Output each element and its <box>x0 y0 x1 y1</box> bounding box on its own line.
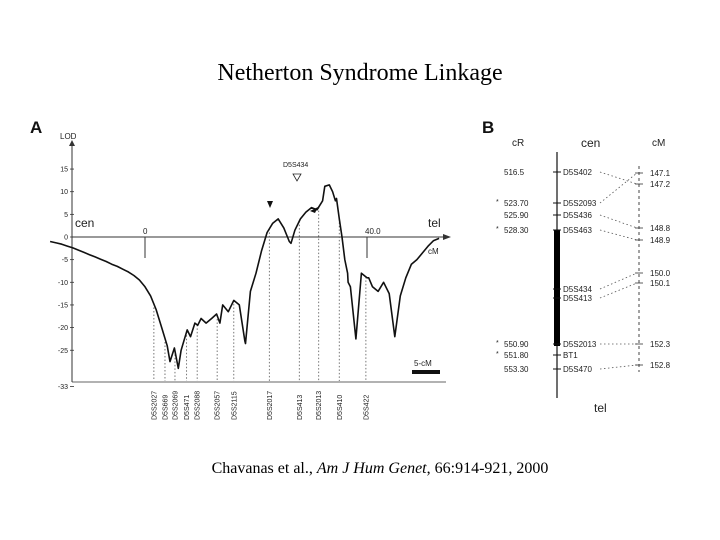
panel-b-letter: B <box>482 118 495 137</box>
lod-axis-label: LOD <box>60 132 77 141</box>
lod-y-tick-label: 15 <box>60 166 68 174</box>
cm-axis-mark-label: 0 <box>143 227 148 236</box>
cm-value: 150.1 <box>650 279 671 288</box>
lod-x-axis-arrow <box>443 234 451 240</box>
map-rows <box>496 168 597 374</box>
cm-connector <box>600 230 637 240</box>
map-row <box>496 199 597 208</box>
panel-a-letter: A <box>30 118 43 137</box>
cm-header: cM <box>652 138 666 149</box>
marker-label: D5S2088 <box>194 390 202 420</box>
cm-labels <box>635 169 671 370</box>
cm-connector <box>600 173 637 203</box>
cm-value: 147.2 <box>650 180 671 189</box>
scale-bar <box>412 370 440 374</box>
map-row-marker: D5S402 <box>563 168 592 177</box>
map-row-flag: * <box>496 226 499 233</box>
marker-label: D5S413 <box>296 394 304 420</box>
lod-curve <box>50 185 439 369</box>
cm-axis-mark-label: 40.0 <box>365 227 381 236</box>
lod-y-tick-label: -20 <box>57 325 68 333</box>
marker-label: D5S669 <box>162 394 170 420</box>
lod-y-tick-label: -10 <box>57 279 68 287</box>
cm-value: 152.8 <box>650 361 671 370</box>
map-row-marker: D5S434 <box>563 285 592 294</box>
map-row-marker: D5S413 <box>563 294 592 303</box>
marker-label: D5S422 <box>363 394 371 420</box>
marker-label: D5S2069 <box>172 390 180 420</box>
critical-interval-bar <box>554 230 560 346</box>
tel-footer: tel <box>594 401 607 415</box>
map-row-cr: 551.80 <box>504 351 529 360</box>
cm-value: 152.3 <box>650 340 671 349</box>
map-row-flag: * <box>496 351 499 358</box>
lod-y-tick-label: 10 <box>60 189 68 197</box>
cr-header: cR <box>512 138 525 149</box>
lod-y-tick-label: -25 <box>57 347 68 355</box>
map-row-cr: 528.30 <box>504 226 529 235</box>
marker-label: D5S2057 <box>214 390 222 420</box>
map-row <box>504 365 592 374</box>
lod-y-tick-label: -5 <box>61 257 68 265</box>
cm-value: 147.1 <box>650 169 671 178</box>
peak-marker-label: D5S434 <box>283 162 309 169</box>
cm-axis-label: cM <box>428 247 439 256</box>
lod-y-tick-label: -15 <box>57 302 68 310</box>
map-row-cr: 553.30 <box>504 365 529 374</box>
map-row <box>496 340 597 349</box>
map-row-marker: D5S436 <box>563 211 592 220</box>
cm-connector <box>600 365 637 369</box>
map-row <box>496 226 592 235</box>
slide-title: Netherton Syndrome Linkage <box>217 60 503 86</box>
map-row-marker: D5S470 <box>563 365 592 374</box>
map-row-cr: 525.90 <box>504 211 529 220</box>
marker-lines <box>154 207 366 381</box>
citation-details: , 66:914-921, 2000 <box>426 460 549 477</box>
scale-bar-label: 5-cM <box>414 359 432 368</box>
cm-axis-marks <box>143 227 381 258</box>
cm-connectors <box>600 172 637 369</box>
map-row-marker: D5S2013 <box>563 340 597 349</box>
marker-labels <box>151 391 370 420</box>
cen-header: cen <box>581 136 601 150</box>
lod-y-tick-label: 5 <box>64 211 68 219</box>
physical-map <box>496 136 671 415</box>
lod-plot <box>50 132 451 420</box>
map-row-marker: BT1 <box>563 351 578 360</box>
marker-label: D5S2027 <box>151 390 159 420</box>
map-row <box>496 351 578 360</box>
citation <box>0 460 720 478</box>
cm-value: 150.0 <box>650 269 671 278</box>
marker-label: D5S410 <box>336 394 344 420</box>
map-row <box>504 168 592 177</box>
interval-arrow-left <box>267 201 273 208</box>
cm-connector <box>600 283 637 298</box>
marker-label: D5S2115 <box>231 391 239 420</box>
tel-label: tel <box>428 216 441 230</box>
citation-authors: Chavanas et al., <box>211 460 313 477</box>
map-row-cr: 523.70 <box>504 199 529 208</box>
marker-label: D5S471 <box>184 394 192 420</box>
map-row-cr: 516.5 <box>504 168 525 177</box>
lod-y-tick-label: 0 <box>64 234 68 242</box>
map-row-flag: * <box>496 199 499 206</box>
cm-connector <box>600 215 637 228</box>
cm-value: 148.9 <box>650 236 671 245</box>
peak-marker-symbol <box>293 174 301 181</box>
map-row <box>504 211 592 220</box>
map-row-marker: D5S463 <box>563 226 592 235</box>
citation-journal: Am J Hum Genet <box>316 460 427 477</box>
cm-value: 148.8 <box>650 224 671 233</box>
lod-y-tick-label: -33 <box>57 383 68 391</box>
cm-connector <box>600 273 637 289</box>
map-row-flag: * <box>496 340 499 347</box>
marker-label: D5S2013 <box>316 390 324 420</box>
map-row-cr: 550.90 <box>504 340 529 349</box>
marker-label: D5S2017 <box>266 390 274 420</box>
cen-label: cen <box>75 216 95 230</box>
map-row-marker: D5S2093 <box>563 199 597 208</box>
